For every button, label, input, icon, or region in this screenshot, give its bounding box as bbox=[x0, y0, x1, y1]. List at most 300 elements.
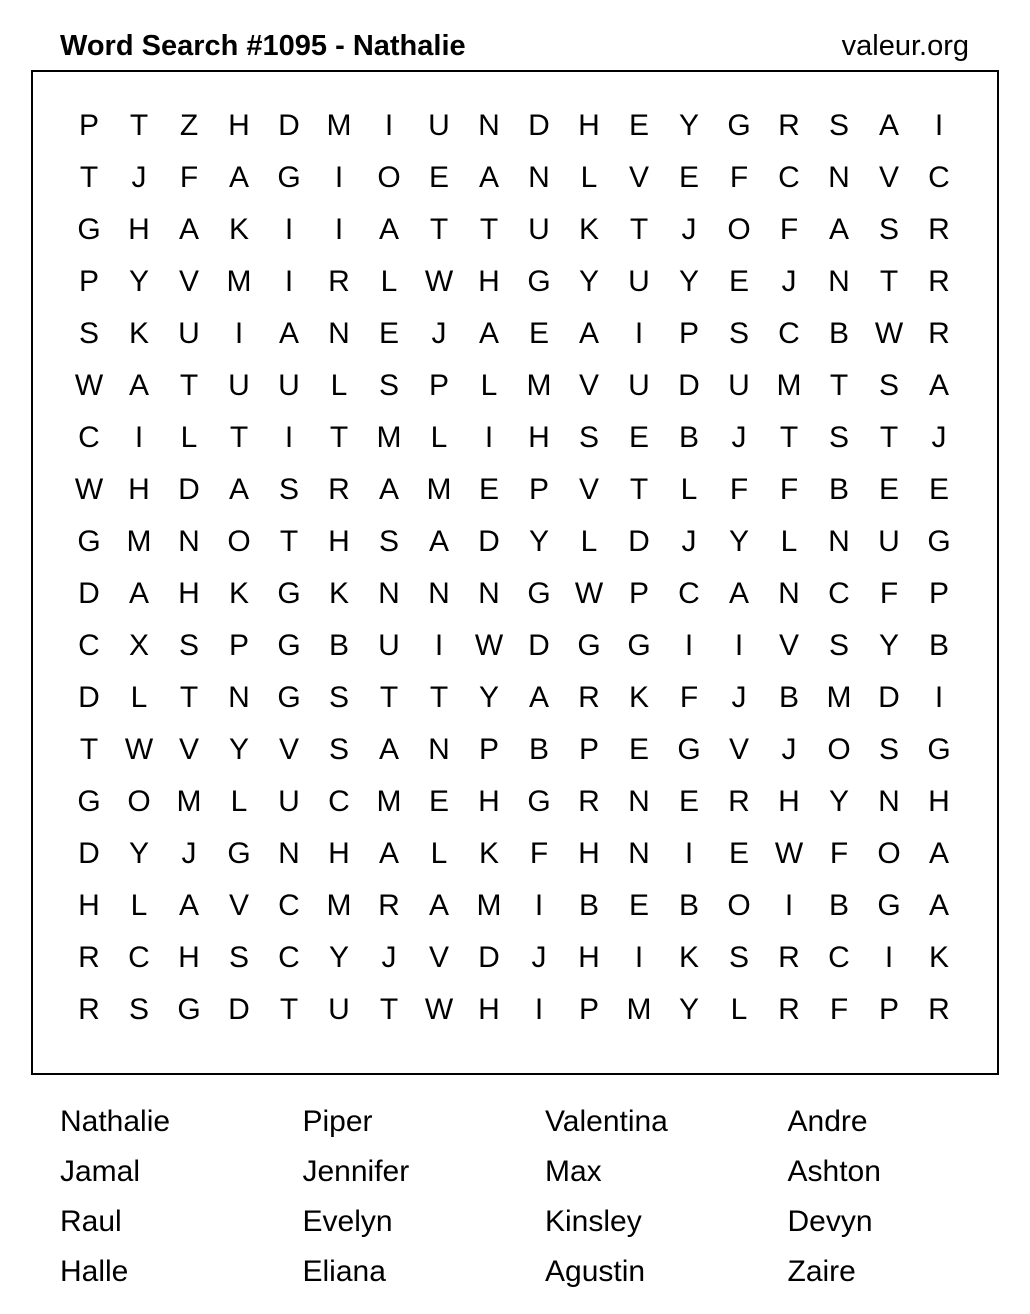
grid-letter: P bbox=[878, 993, 899, 1026]
grid-letter: I bbox=[634, 317, 644, 350]
grid-letter: H bbox=[778, 785, 800, 818]
grid-letter: P bbox=[928, 577, 949, 610]
grid-letter: N bbox=[828, 161, 850, 194]
grid-letter: A bbox=[928, 889, 949, 922]
grid-letter: T bbox=[279, 525, 299, 558]
grid-letter: N bbox=[228, 681, 250, 714]
grid-letter: I bbox=[284, 265, 294, 298]
grid-letter: D bbox=[528, 109, 550, 142]
grid-letter: I bbox=[284, 421, 294, 454]
grid-letter: J bbox=[531, 941, 547, 974]
grid-letter: L bbox=[180, 421, 198, 454]
grid-letter: D bbox=[678, 369, 700, 402]
grid-letter: T bbox=[879, 265, 899, 298]
word-search-grid bbox=[31, 70, 999, 1075]
grid-letter: O bbox=[227, 525, 251, 558]
grid-letter: P bbox=[78, 109, 99, 142]
grid-letter: R bbox=[778, 993, 800, 1026]
grid-letter: S bbox=[128, 993, 149, 1026]
grid-letter: M bbox=[776, 369, 802, 402]
grid-letter: F bbox=[679, 681, 699, 714]
word-list-item: Eliana bbox=[302, 1255, 386, 1288]
grid-letter: I bbox=[234, 317, 244, 350]
grid-letter: B bbox=[578, 889, 599, 922]
grid-letter: A bbox=[278, 317, 299, 350]
grid-letter: F bbox=[879, 577, 899, 610]
grid-letter: J bbox=[931, 421, 947, 454]
grid-letter: H bbox=[228, 109, 250, 142]
grid-letter: L bbox=[730, 993, 748, 1026]
grid-letter: L bbox=[230, 785, 248, 818]
grid-letter: A bbox=[128, 369, 149, 402]
grid-letter: Y bbox=[678, 109, 699, 142]
grid-letter: C bbox=[78, 629, 100, 662]
grid-letter: E bbox=[728, 837, 749, 870]
grid-letter: A bbox=[828, 213, 849, 246]
word-list-item: Jamal bbox=[60, 1155, 141, 1188]
grid-letter: A bbox=[128, 577, 149, 610]
grid-letter: J bbox=[781, 265, 797, 298]
grid-letter: Y bbox=[578, 265, 599, 298]
grid-letter: G bbox=[227, 837, 251, 870]
grid-letter: Y bbox=[228, 733, 249, 766]
grid-letter: S bbox=[228, 941, 249, 974]
grid-letter: N bbox=[478, 577, 500, 610]
grid-letter: C bbox=[678, 577, 700, 610]
grid-letter: K bbox=[228, 577, 249, 610]
grid-letter: N bbox=[628, 785, 650, 818]
grid-letter: G bbox=[927, 733, 951, 766]
grid-letter: I bbox=[134, 421, 144, 454]
grid-letter: N bbox=[828, 525, 850, 558]
grid-letter: G bbox=[277, 161, 301, 194]
grid-letter: G bbox=[577, 629, 601, 662]
grid-letter: R bbox=[78, 941, 100, 974]
grid-letter: M bbox=[376, 421, 402, 454]
grid-letter: I bbox=[334, 213, 344, 246]
grid-letter: I bbox=[934, 109, 944, 142]
grid-letter: B bbox=[328, 629, 349, 662]
grid-letter: W bbox=[874, 317, 904, 350]
grid-letter: V bbox=[228, 889, 249, 922]
grid-letter: G bbox=[677, 733, 701, 766]
grid-letter: Y bbox=[878, 629, 899, 662]
grid-letter: H bbox=[578, 837, 600, 870]
grid-letter: H bbox=[478, 993, 500, 1026]
grid-letter: I bbox=[284, 213, 294, 246]
grid-letter: E bbox=[678, 161, 699, 194]
grid-letter: H bbox=[928, 785, 950, 818]
grid-letter: U bbox=[628, 265, 650, 298]
grid-letter: T bbox=[829, 369, 849, 402]
grid-letter: I bbox=[534, 889, 544, 922]
grid-letter: F bbox=[179, 161, 199, 194]
grid-letter: H bbox=[528, 421, 550, 454]
word-list-item: Devyn bbox=[787, 1205, 873, 1238]
grid-letter: M bbox=[826, 681, 852, 714]
grid-letter: Y bbox=[678, 993, 699, 1026]
grid-letter: O bbox=[877, 837, 901, 870]
grid-letter: T bbox=[629, 213, 649, 246]
grid-letter: F bbox=[529, 837, 549, 870]
grid-letter: E bbox=[428, 161, 449, 194]
grid-letter: N bbox=[328, 317, 350, 350]
grid-letter: O bbox=[727, 889, 751, 922]
grid-letter: R bbox=[928, 317, 950, 350]
grid-letter: H bbox=[128, 473, 150, 506]
grid-letter: J bbox=[381, 941, 397, 974]
grid-letter: V bbox=[578, 473, 599, 506]
grid-letter: W bbox=[74, 473, 104, 506]
grid-letter: C bbox=[128, 941, 150, 974]
grid-letter: J bbox=[731, 421, 747, 454]
grid-letter: N bbox=[378, 577, 400, 610]
grid-letter: S bbox=[378, 369, 399, 402]
grid-letter: S bbox=[878, 369, 899, 402]
grid-letter: J bbox=[181, 837, 197, 870]
word-list-item: Ashton bbox=[787, 1155, 881, 1188]
grid-letter: S bbox=[328, 733, 349, 766]
grid-letter: N bbox=[828, 265, 850, 298]
grid-letter: N bbox=[278, 837, 300, 870]
grid-letter: T bbox=[629, 473, 649, 506]
grid-letter: Y bbox=[478, 681, 499, 714]
grid-letter: O bbox=[727, 213, 751, 246]
grid-letter: N bbox=[528, 161, 550, 194]
grid-letter: J bbox=[781, 733, 797, 766]
grid-letter: S bbox=[578, 421, 599, 454]
grid-letter: R bbox=[578, 785, 600, 818]
grid-letter: G bbox=[527, 265, 551, 298]
grid-letter: H bbox=[78, 889, 100, 922]
word-list-item: Max bbox=[545, 1155, 602, 1188]
grid-letter: D bbox=[478, 525, 500, 558]
grid-letter: E bbox=[528, 317, 549, 350]
grid-letter: D bbox=[878, 681, 900, 714]
grid-letter: A bbox=[928, 837, 949, 870]
grid-letter: C bbox=[78, 421, 100, 454]
grid-letter: G bbox=[77, 785, 101, 818]
grid-letter: T bbox=[79, 161, 99, 194]
grid-letter: T bbox=[279, 993, 299, 1026]
grid-letter: G bbox=[927, 525, 951, 558]
grid-letter: E bbox=[428, 785, 449, 818]
grid-letter: U bbox=[278, 369, 300, 402]
grid-letter: A bbox=[378, 473, 399, 506]
grid-letter: M bbox=[226, 265, 252, 298]
grid-letter: T bbox=[79, 733, 99, 766]
grid-letter: I bbox=[384, 109, 394, 142]
grid-letter: T bbox=[479, 213, 499, 246]
grid-letter: D bbox=[78, 577, 100, 610]
grid-letter: G bbox=[877, 889, 901, 922]
grid-letter: C bbox=[778, 161, 800, 194]
word-list-item: Nathalie bbox=[60, 1105, 171, 1138]
grid-letter: S bbox=[378, 525, 399, 558]
grid-letter: F bbox=[829, 993, 849, 1026]
grid-letter: Y bbox=[678, 265, 699, 298]
grid-letter: D bbox=[78, 681, 100, 714]
grid-letter: V bbox=[278, 733, 299, 766]
grid-letter: C bbox=[278, 889, 300, 922]
grid-letter: Z bbox=[179, 109, 199, 142]
word-list-item: Valentina bbox=[545, 1105, 668, 1138]
grid-letter: M bbox=[476, 889, 502, 922]
grid-letter: I bbox=[684, 837, 694, 870]
grid-letter: Y bbox=[128, 265, 149, 298]
grid-letter: H bbox=[578, 109, 600, 142]
grid-letter: F bbox=[779, 213, 799, 246]
grid-letter: I bbox=[884, 941, 894, 974]
site-name: valeur.org bbox=[841, 30, 969, 62]
word-list-item: Jennifer bbox=[302, 1155, 410, 1188]
grid-letter: B bbox=[828, 317, 849, 350]
grid-letter: W bbox=[574, 577, 604, 610]
grid-letter: C bbox=[278, 941, 300, 974]
grid-letter: S bbox=[828, 421, 849, 454]
word-list-item: Halle bbox=[60, 1255, 129, 1288]
grid-letter: O bbox=[127, 785, 151, 818]
word-list-item: Agustin bbox=[545, 1255, 646, 1288]
word-list-item: Zaire bbox=[787, 1255, 856, 1288]
grid-letter: M bbox=[176, 785, 202, 818]
grid-letter: A bbox=[378, 837, 399, 870]
grid-letter: A bbox=[378, 213, 399, 246]
grid-letter: Y bbox=[828, 785, 849, 818]
grid-letter: W bbox=[424, 993, 454, 1026]
grid-letter: N bbox=[628, 837, 650, 870]
grid-letter: A bbox=[378, 733, 399, 766]
grid-letter: V bbox=[178, 733, 199, 766]
grid-letter: W bbox=[774, 837, 804, 870]
grid-letter: B bbox=[828, 889, 849, 922]
grid-letter: D bbox=[478, 941, 500, 974]
grid-letter: E bbox=[628, 421, 649, 454]
grid-letter: K bbox=[478, 837, 499, 870]
grid-letter: I bbox=[534, 993, 544, 1026]
grid-letter: G bbox=[527, 577, 551, 610]
grid-letter: E bbox=[678, 785, 699, 818]
grid-letter: V bbox=[728, 733, 749, 766]
grid-letter: T bbox=[329, 421, 349, 454]
grid-letter: P bbox=[228, 629, 249, 662]
grid-letter: R bbox=[778, 109, 800, 142]
grid-letter: S bbox=[878, 213, 899, 246]
grid-letter: B bbox=[678, 421, 699, 454]
grid-letter: B bbox=[828, 473, 849, 506]
grid-letter: A bbox=[728, 577, 749, 610]
grid-letter: G bbox=[277, 577, 301, 610]
grid-letter: S bbox=[178, 629, 199, 662]
grid-letter: D bbox=[78, 837, 100, 870]
grid-letter: N bbox=[428, 733, 450, 766]
grid-letter: J bbox=[131, 161, 147, 194]
grid-letter: O bbox=[827, 733, 851, 766]
grid-letter: T bbox=[379, 993, 399, 1026]
grid-letter: P bbox=[478, 733, 499, 766]
letter-grid bbox=[64, 100, 964, 1036]
grid-letter: U bbox=[728, 369, 750, 402]
grid-letter: B bbox=[778, 681, 799, 714]
grid-letter: D bbox=[278, 109, 300, 142]
grid-letter: N bbox=[178, 525, 200, 558]
grid-letter: E bbox=[878, 473, 899, 506]
grid-letter: S bbox=[878, 733, 899, 766]
grid-letter: H bbox=[178, 941, 200, 974]
grid-letter: M bbox=[326, 889, 352, 922]
grid-letter: M bbox=[426, 473, 452, 506]
grid-letter: F bbox=[829, 837, 849, 870]
grid-letter: G bbox=[277, 681, 301, 714]
grid-letter: R bbox=[728, 785, 750, 818]
grid-letter: I bbox=[934, 681, 944, 714]
grid-letter: R bbox=[928, 993, 950, 1026]
grid-letter: N bbox=[428, 577, 450, 610]
grid-letter: R bbox=[928, 213, 950, 246]
grid-letter: O bbox=[377, 161, 401, 194]
grid-letter: B bbox=[928, 629, 949, 662]
grid-letter: H bbox=[128, 213, 150, 246]
grid-letter: H bbox=[478, 265, 500, 298]
grid-letter: G bbox=[277, 629, 301, 662]
word-list-item: Kinsley bbox=[545, 1205, 642, 1238]
grid-letter: M bbox=[126, 525, 152, 558]
grid-letter: R bbox=[328, 265, 350, 298]
grid-letter: Y bbox=[528, 525, 549, 558]
grid-letter: P bbox=[678, 317, 699, 350]
grid-letter: A bbox=[178, 889, 199, 922]
grid-letter: K bbox=[928, 941, 949, 974]
grid-letter: G bbox=[77, 525, 101, 558]
grid-letter: T bbox=[129, 109, 149, 142]
grid-letter: I bbox=[684, 629, 694, 662]
grid-letter: T bbox=[229, 421, 249, 454]
grid-letter: J bbox=[731, 681, 747, 714]
grid-letter: W bbox=[424, 265, 454, 298]
grid-letter: L bbox=[130, 889, 148, 922]
grid-letter: L bbox=[430, 837, 448, 870]
grid-letter: X bbox=[128, 629, 149, 662]
grid-letter: T bbox=[429, 681, 449, 714]
grid-letter: G bbox=[527, 785, 551, 818]
grid-letter: F bbox=[729, 161, 749, 194]
grid-letter: C bbox=[778, 317, 800, 350]
grid-letter: I bbox=[434, 629, 444, 662]
grid-letter: U bbox=[278, 785, 300, 818]
grid-letter: A bbox=[478, 161, 499, 194]
grid-letter: H bbox=[578, 941, 600, 974]
grid-letter: L bbox=[680, 473, 698, 506]
grid-letter: S bbox=[828, 109, 849, 142]
grid-letter: V bbox=[178, 265, 199, 298]
grid-letter: W bbox=[474, 629, 504, 662]
grid-letter: A bbox=[928, 369, 949, 402]
grid-letter: A bbox=[228, 161, 249, 194]
grid-letter: I bbox=[484, 421, 494, 454]
grid-letter: V bbox=[578, 369, 599, 402]
grid-letter: M bbox=[626, 993, 652, 1026]
grid-letter: D bbox=[228, 993, 250, 1026]
grid-letter: Y bbox=[728, 525, 749, 558]
grid-letter: G bbox=[77, 213, 101, 246]
grid-letter: R bbox=[78, 993, 100, 1026]
grid-letter: K bbox=[328, 577, 349, 610]
grid-letter: S bbox=[278, 473, 299, 506]
grid-letter: G bbox=[177, 993, 201, 1026]
grid-letter: A bbox=[528, 681, 549, 714]
grid-letter: I bbox=[334, 161, 344, 194]
grid-letter: N bbox=[478, 109, 500, 142]
grid-letter: H bbox=[178, 577, 200, 610]
grid-letter: Y bbox=[128, 837, 149, 870]
grid-letter: I bbox=[634, 941, 644, 974]
grid-letter: K bbox=[228, 213, 249, 246]
grid-letter: A bbox=[428, 525, 449, 558]
word-list-item: Piper bbox=[302, 1105, 373, 1138]
grid-letter: M bbox=[326, 109, 352, 142]
grid-letter: L bbox=[580, 525, 598, 558]
grid-letter: H bbox=[328, 837, 350, 870]
grid-letter: L bbox=[330, 369, 348, 402]
grid-letter: P bbox=[628, 577, 649, 610]
grid-letter: U bbox=[378, 629, 400, 662]
grid-letter: C bbox=[828, 941, 850, 974]
grid-letter: D bbox=[628, 525, 650, 558]
grid-letter: R bbox=[928, 265, 950, 298]
word-list-item: Andre bbox=[787, 1105, 868, 1138]
grid-letter: T bbox=[879, 421, 899, 454]
grid-letter: M bbox=[376, 785, 402, 818]
grid-letter: J bbox=[681, 213, 697, 246]
grid-letter: L bbox=[780, 525, 798, 558]
grid-letter: U bbox=[878, 525, 900, 558]
grid-letter: L bbox=[130, 681, 148, 714]
grid-letter: T bbox=[179, 369, 199, 402]
grid-letter: K bbox=[678, 941, 699, 974]
grid-letter: A bbox=[428, 889, 449, 922]
word-list bbox=[60, 1097, 1030, 1297]
grid-letter: T bbox=[379, 681, 399, 714]
grid-letter: S bbox=[78, 317, 99, 350]
grid-letter: A bbox=[178, 213, 199, 246]
grid-letter: T bbox=[779, 421, 799, 454]
grid-letter: T bbox=[179, 681, 199, 714]
grid-letter: U bbox=[178, 317, 200, 350]
grid-letter: V bbox=[778, 629, 799, 662]
grid-letter: E bbox=[628, 889, 649, 922]
grid-letter: L bbox=[380, 265, 398, 298]
grid-letter: I bbox=[734, 629, 744, 662]
word-list-item: Raul bbox=[60, 1205, 122, 1238]
grid-letter: E bbox=[628, 109, 649, 142]
grid-letter: J bbox=[681, 525, 697, 558]
grid-letter: B bbox=[528, 733, 549, 766]
grid-letter: L bbox=[480, 369, 498, 402]
grid-letter: E bbox=[378, 317, 399, 350]
grid-letter: R bbox=[578, 681, 600, 714]
grid-letter: S bbox=[728, 317, 749, 350]
grid-letter: H bbox=[328, 525, 350, 558]
grid-letter: U bbox=[228, 369, 250, 402]
grid-letter: A bbox=[478, 317, 499, 350]
grid-letter: R bbox=[778, 941, 800, 974]
grid-letter: K bbox=[578, 213, 599, 246]
grid-letter: L bbox=[430, 421, 448, 454]
grid-letter: S bbox=[828, 629, 849, 662]
grid-letter: U bbox=[628, 369, 650, 402]
grid-letter: P bbox=[528, 473, 549, 506]
grid-letter: H bbox=[478, 785, 500, 818]
